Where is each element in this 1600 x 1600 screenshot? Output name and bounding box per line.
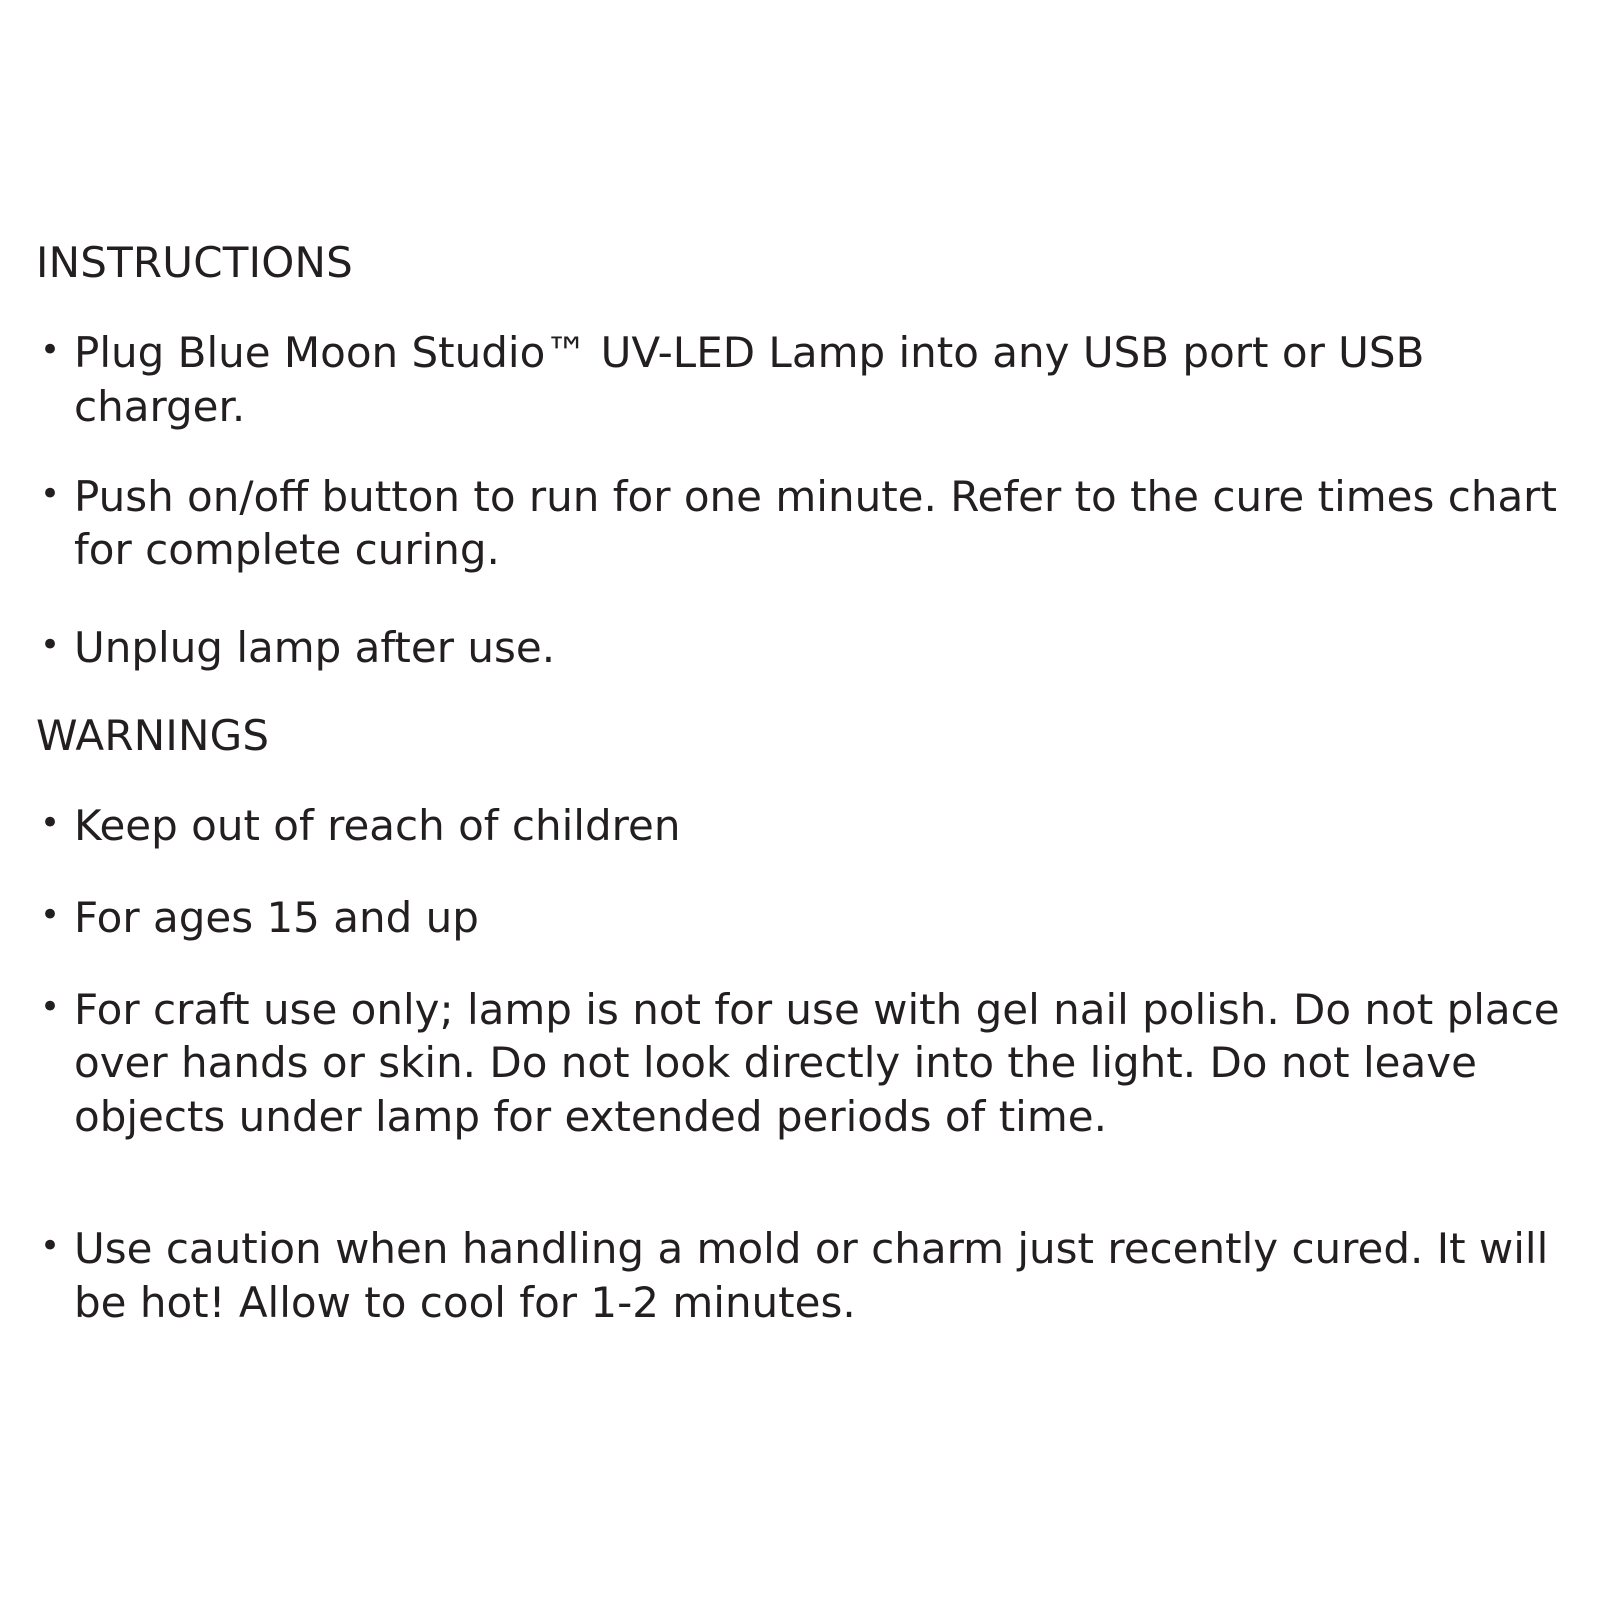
list-item: • Use caution when handling a mold or charm just recently cured. It will be hot! Allow to cool for 1-2 minutes. (36, 1222, 1560, 1330)
spacer (36, 434, 1560, 470)
list-item: • For ages 15 and up (36, 891, 1560, 945)
instructions-heading: INSTRUCTIONS (36, 238, 353, 287)
warnings-list (36, 799, 1560, 1329)
spacer (36, 577, 1560, 621)
spacer (36, 945, 1560, 983)
spacer (36, 759, 1560, 799)
spacer (36, 675, 1560, 713)
list-item: • Plug Blue Moon Studio™ UV-LED Lamp into any USB port or USB charger. (36, 326, 1560, 434)
spacer (36, 1144, 1560, 1222)
list-item: • Push on/off button to run for one minute. Refer to the cure times chart for complete curing. (36, 470, 1560, 578)
list-item: • Keep out of reach of children (36, 799, 1560, 853)
warnings-heading: WARNINGS (36, 710, 270, 760)
instructions-list (36, 326, 1560, 675)
spacer (36, 853, 1560, 891)
spacer (36, 286, 1560, 326)
list-item: • Unplug lamp after use. (36, 621, 1560, 675)
list-item: • For craft use only; lamp is not for use with gel nail polish. Do not place over hands or skin. Do not look directly into the light. Do not leave objects under lamp for extended periods of time. (36, 983, 1560, 1144)
